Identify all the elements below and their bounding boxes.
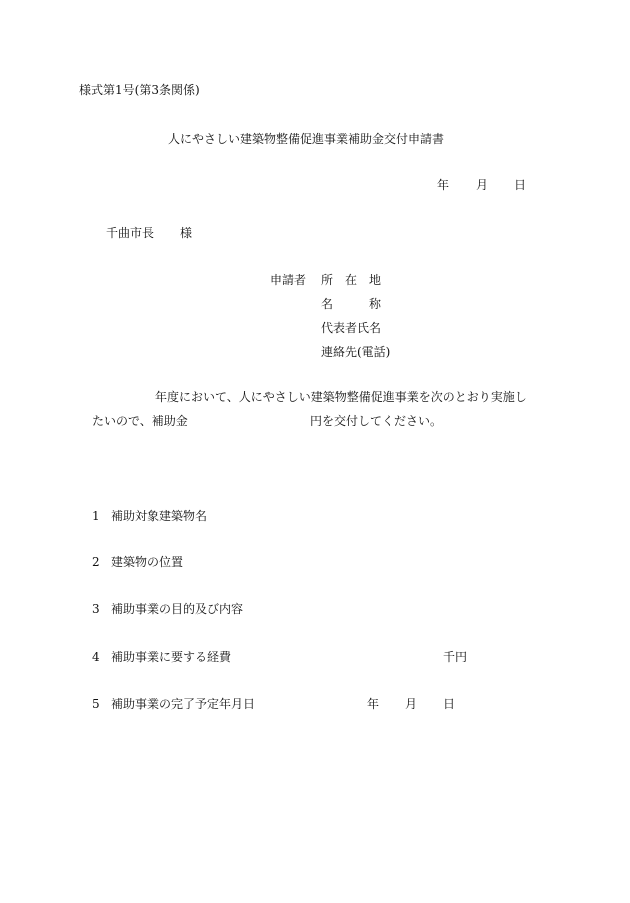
item-number: 4: [92, 650, 100, 664]
item-year: 年: [367, 697, 380, 711]
body-line-2-suffix: 円を交付してください。: [310, 414, 443, 428]
item-label: 補助事業の目的及び内容: [111, 602, 244, 616]
applicant-label: 申請者: [270, 273, 307, 287]
applicant-contact-label: 連絡先(電話): [321, 345, 391, 359]
item-label: 補助事業に要する経費: [111, 650, 232, 664]
item-label: 建築物の位置: [111, 555, 184, 569]
item-label: 補助事業の完了予定年月日: [111, 697, 256, 711]
date-day: 日: [514, 178, 527, 192]
body-line-2-prefix: たいので、補助金: [92, 414, 188, 428]
applicant-name-label: 名 称: [321, 297, 382, 311]
item-month: 月: [405, 697, 418, 711]
addressee-honorific: 様: [180, 226, 193, 240]
applicant-representative-label: 代表者氏名: [321, 321, 382, 335]
item-unit: 千円: [443, 650, 468, 664]
item-label: 補助対象建築物名: [111, 509, 208, 523]
item-day: 日: [443, 697, 456, 711]
date-year: 年: [437, 178, 450, 192]
applicant-address-label: 所 在 地: [321, 273, 382, 287]
date-month: 月: [476, 178, 489, 192]
item-number: 3: [92, 602, 100, 616]
document-title: 人にやさしい建築物整備促進事業補助金交付申請書: [168, 132, 445, 146]
item-number: 2: [92, 555, 100, 569]
form-number: 様式第1号(第3条関係): [79, 83, 200, 97]
body-line-1: 年度において、人にやさしい建築物整備促進事業を次のとおり実施し: [155, 390, 527, 404]
item-number: 5: [92, 697, 100, 711]
addressee-name: 千曲市長: [106, 226, 155, 240]
item-number: 1: [92, 509, 100, 523]
